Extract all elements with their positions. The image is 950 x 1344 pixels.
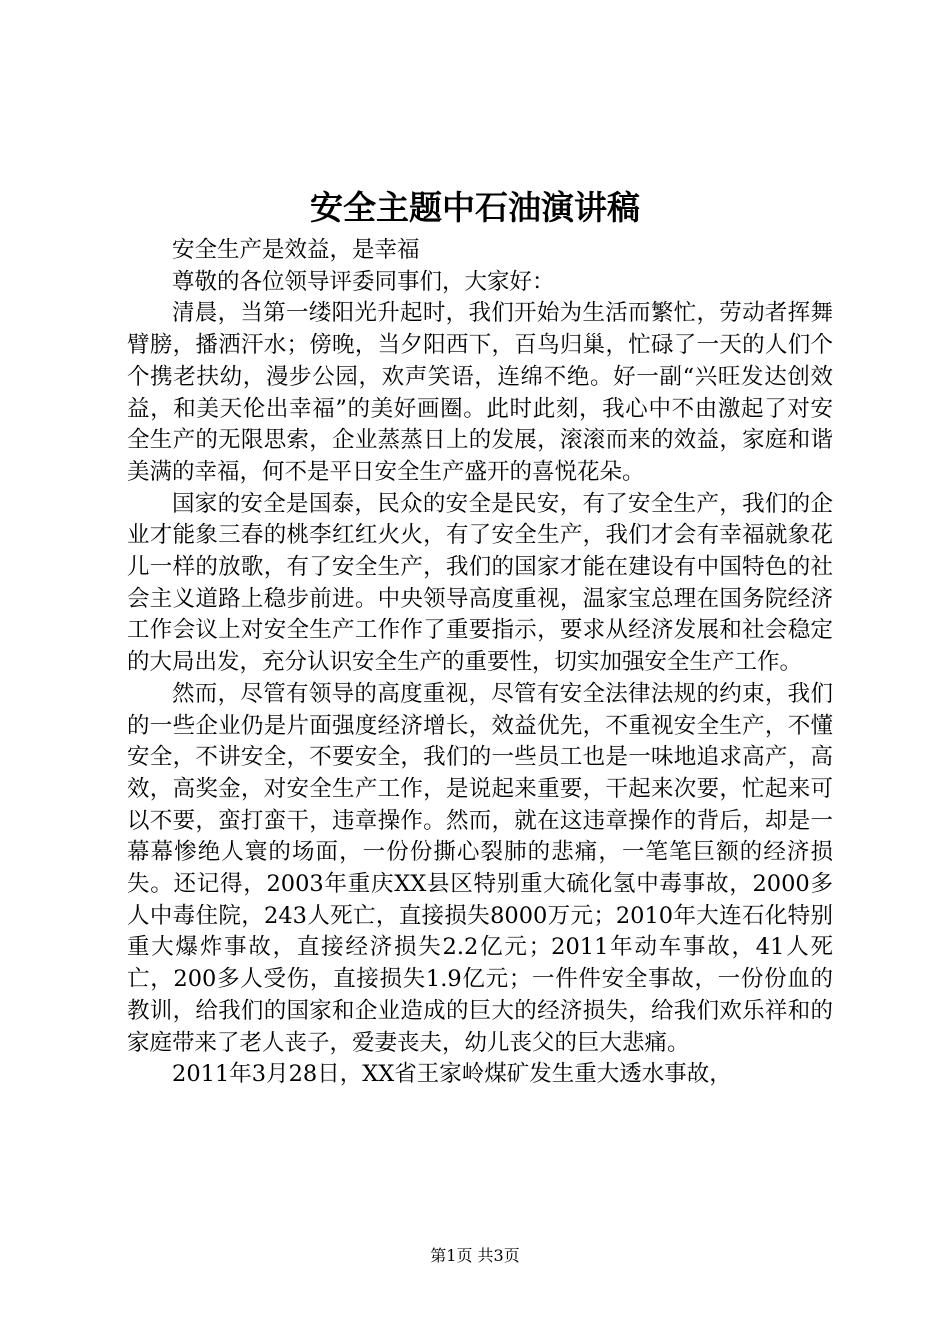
document-body	[127, 235, 833, 1091]
paragraph: 然而，尽管有领导的高度重视，尽管有安全法律法规的约束，我们的一些企业仍是片面强度经济增长，效益优先，不重视安全生产，不懂安全，不讲安全，不要安全，我们的一些员工也是一味地追求高产，高效，高奖金，对安全生产工作，是说起来重要，干起来次要，忙起来可以不要，蛮打蛮干，违章操作。然而，就在这违章操作的背后，却是一幕幕惨绝人寰的场面，一份份撕心裂肺的悲痛，一笔笔巨额的经济损失。还记得，2003年重庆XX县区特别重大硫化氢中毒事故，2000多人中毒住院，243人死亡，直接损失8000万元；2010年大连石化特别重大爆炸事故，直接经济损失2.2亿元；2011年动车事故，41人死亡，200多人受伤，直接损失1.9亿元；一件件安全事故，一份份血的教训，给我们的国家和企业造成的巨大的经济损失，给我们欢乐祥和的家庭带来了老人丧子，爱妻丧夫，幼儿丧父的巨大悲痛。	[127, 680, 833, 1056]
paragraph-greeting: 尊敬的各位领导评委同事们，大家好：	[172, 268, 555, 295]
page-number-footer: 第1页 共3页	[430, 1246, 520, 1265]
paragraph: 国家的安全是国泰，民众的安全是民安，有了安全生产，我们的企业才能象三春的桃李红红火火，有了安全生产，我们才会有幸福就象花儿一样的放歌，有了安全生产，我们的国家才能在建设有中国特色的社会主义道路上稳步前进。中央领导高度重视，温家宝总理在国务院经济工作会议上对安全生产工作作了重要指示，要求从经济发展和社会稳定的大局出发，充分认识安全生产的重要性，切实加强安全生产工作。	[127, 490, 833, 676]
paragraph: 清晨，当第一缕阳光升起时，我们开始为生活而繁忙，劳动者挥舞臂膀，播洒汗水；傍晚，当夕阳西下，百鸟归巢，忙碌了一天的人们个个携老扶幼，漫步公园，欢声笑语，连绵不绝。好一副“兴旺发达创效益，和美天伦出幸福”的美好画圈。此时此刻，我心中不由激起了对安全生产的无限思索，企业蒸蒸日上的发展，滚滚而来的效益，家庭和谐美满的幸福，何不是平日安全生产盛开的喜悦花朵。	[127, 300, 833, 485]
paragraph: 2011年3月28日，XX省王家岭煤矿发生重大透水事故，	[172, 1061, 732, 1088]
paragraph-subtitle: 安全生产是效益，是幸福	[172, 237, 420, 263]
document-title: 安全主题中石油演讲稿	[310, 188, 640, 227]
